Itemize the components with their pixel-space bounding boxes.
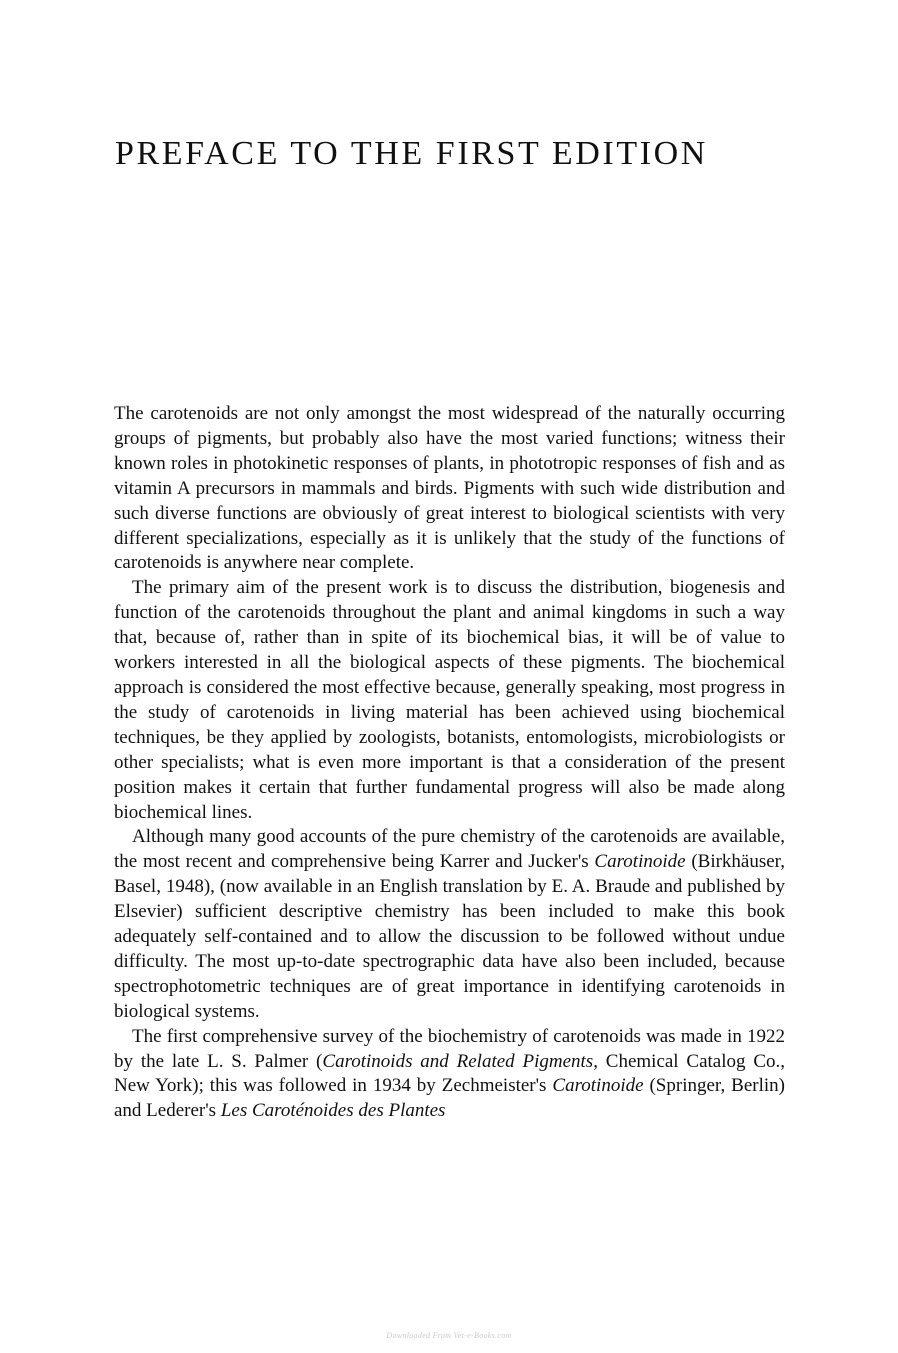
text-run: The primary aim of the present work is to discuss the distribution, biogenesis and function of the carotenoids throughout the plant and animal kingdoms in such a way that, because of, rather than in spite of its biochemical bias, it will be of value to workers interested in all the biological aspects of these pigments. The biochemical approach is considered the most effective because, generally speaking, most progress in the study of carotenoids in living material has been achieved using biochemical techniques, be they applied by zoologists, botanists, entomologists, microbiologists or other specialists; what is even more important is that a consideration of the present position makes it certain that further fundamental progress will also be made along biochemical lines. bbox=[114, 577, 785, 823]
footer-watermark: Downloaded From Vet-e-Books.com bbox=[386, 1331, 512, 1340]
body-text bbox=[114, 402, 785, 1124]
italic-title: Carotinoide bbox=[594, 851, 686, 873]
text-run: Although many good accounts of the pure chemistry of the carotenoids are available, the most recent and comprehensive being Karrer and Jucker's bbox=[114, 826, 785, 873]
text-run: The first comprehensive survey of the biochemistry of carotenoids was made in 1922 by the late L. S. Palmer ( bbox=[114, 1025, 785, 1072]
text-run: The carotenoids are not only amongst the most widespread of the naturally occurring groups of pigments, but probably also have the most varied functions; witness their known roles in photokinetic responses of plants, in phototropic responses of fish and as vitamin A precursors in mammals and birds. Pigments with such wide distribution and such diverse functions are obviously of great interest to biological scientists with very different specializations, especially as it is unlikely that the study of the functions of carotenoids is anywhere near complete. bbox=[114, 403, 785, 574]
paragraph-1 bbox=[114, 402, 785, 576]
page-title: PREFACE TO THE FIRST EDITION bbox=[115, 135, 708, 172]
text-run: (Birkhäuser, Basel, 1948), (now available in an English translation by E. A. Braude and published by Elsevier) sufficient descriptive chemistry has been included to make this book adequately self-contained and to allow the discussion to be followed without undue difficulty. The most up-to-date spectrographic data have also been included, because spectrophotometric techniques are of great importance in identifying carotenoids in biological systems. bbox=[114, 851, 785, 1022]
paragraph-3 bbox=[114, 825, 785, 1024]
italic-title: Carotinoide bbox=[552, 1075, 644, 1097]
paragraph-2 bbox=[114, 576, 785, 825]
text-run: (Springer, Berlin) and Lederer's bbox=[114, 1075, 785, 1122]
italic-title: Carotinoids and Related Pigments bbox=[322, 1050, 594, 1072]
text-run: , Chemical Catalog Co., New York); this was followed in 1934 by Zechmeister's bbox=[114, 1050, 785, 1097]
italic-title: Les Caroténoides des Plantes bbox=[220, 1100, 446, 1122]
paragraph-4 bbox=[114, 1025, 785, 1125]
